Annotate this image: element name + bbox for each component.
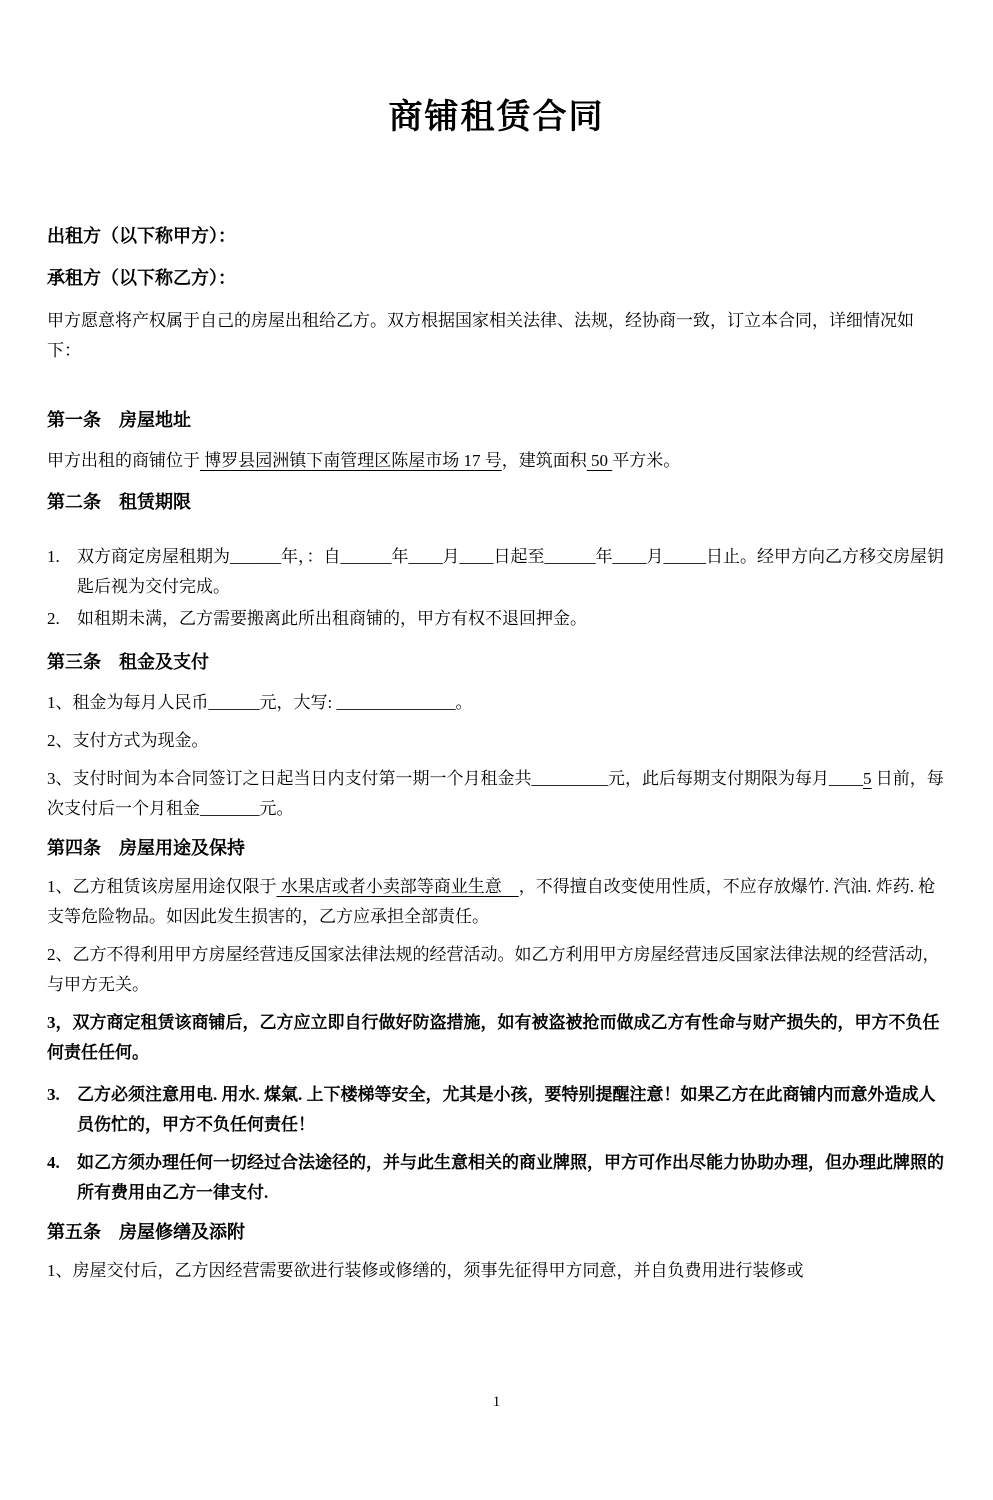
- usage-post-text: ，不得擅自改变使用性质，不应存放爆竹. 汽油. 炸药. 枪支等危险物品。如因此发生损害的，乙方应承担全部责任。: [47, 877, 936, 926]
- section-1-heading: 第一条 房屋地址: [47, 410, 191, 430]
- anti-theft-paragraph: 3，双方商定租赁该商铺后，乙方应立即自行做好防盗措施，如有被盗被抢而做成乙方有性命与财产损失的，甲方不负任何责任任何。: [47, 1013, 940, 1062]
- list-item: [47, 604, 946, 634]
- doc-title: 商铺租赁合同: [388, 99, 605, 136]
- address-underline-value: 博罗县园洲镇下南管理区陈屋市场 17 号: [200, 451, 502, 470]
- intro-paragraph: 甲方愿意将产权属于自己的房屋出租给乙方。双方根据国家相关法律、法规，经协商一致，订立本合同，详细情况如下：: [47, 311, 914, 360]
- payment-time-paragraph: [47, 764, 946, 824]
- section-3-heading: 第三条 租金及支付: [47, 652, 209, 672]
- address-pre-text: 甲方出租的商铺位于: [47, 451, 200, 470]
- doc-page: [0, 96, 993, 1500]
- payment-time-post-text: 日前，每次支付后一个月租金_______元。: [47, 769, 944, 818]
- list-item-number: 1.: [47, 547, 60, 566]
- list-item: [47, 1080, 946, 1140]
- section-5-heading: 第五条 房屋修缮及添附: [47, 1222, 245, 1242]
- list-item: [47, 1148, 946, 1208]
- page-number: 1: [492, 1394, 501, 1410]
- usage-paragraph: [47, 872, 946, 932]
- address-mid-text: ，建筑面积: [501, 451, 587, 470]
- usage-underline-value: 水果店或者小卖部等商业生意: [276, 877, 519, 896]
- list-item-text: 如租期未满，乙方需要搬离此所出租商铺的，甲方有权不退回押金。: [77, 609, 587, 628]
- usage-pre-text: 1、乙方租赁该房屋用途仅限于: [47, 877, 277, 896]
- safety-list: [47, 1080, 946, 1208]
- payment-time-pre-text: 3、支付时间为本合同签订之日起当日内支付第一期一个月租金共_________元，此后每期支付期限为每月____: [47, 769, 863, 788]
- payment-method-paragraph: 2、支付方式为现金。: [47, 731, 209, 750]
- lease-term-list: [47, 542, 946, 634]
- list-item-number: 4.: [47, 1153, 60, 1172]
- shop-address-paragraph: [47, 446, 946, 476]
- list-item-text: 如乙方须办理任何一切经过合法途径的，并与此生意相关的商业牌照，甲方可作出尽能力协助办理，但办理此牌照的所有费用由乙方一律支付.: [77, 1153, 944, 1202]
- list-item: [47, 542, 946, 602]
- payment-day-underline-value: 5: [863, 769, 872, 788]
- list-item-number: 2.: [47, 609, 60, 628]
- list-item-text: 乙方必须注意用电. 用水. 煤氣. 上下楼梯等安全，尤其是小孩，要特别提醒注意！如果乙方在此商铺内而意外造成人员伤忙的，甲方不负任何责任！: [77, 1085, 936, 1134]
- area-underline-value: 50: [586, 451, 613, 470]
- party-lessor-line: 出租方（以下称甲方）：: [47, 226, 236, 246]
- section-4-heading: 第四条 房屋用途及保持: [47, 838, 245, 858]
- renovation-paragraph: 1、房屋交付后，乙方因经营需要欲进行装修或修缮的，须事先征得甲方同意，并自负费用进行装修或: [47, 1261, 804, 1280]
- rent-amount-paragraph: 1、租金为每月人民币______元，大写: ______________。: [47, 693, 473, 712]
- section-2-heading: 第二条 租赁期限: [47, 492, 191, 512]
- list-item-text: 双方商定房屋租期为______年，：自______年____月____日起至______年____月_____日止。经甲方向乙方移交房屋钥匙后视为交付完成。: [77, 547, 944, 596]
- list-item-number: 3.: [47, 1085, 60, 1104]
- legal-use-paragraph: 2、乙方不得利用甲方房屋经营违反国家法律法规的经营活动。如乙方利用甲方房屋经营违反国家法律法规的经营活动，与甲方无关。: [47, 945, 940, 994]
- address-post-text: 平方米。: [612, 451, 681, 470]
- party-lessee-line: 承租方（以下称乙方）：: [47, 268, 236, 288]
